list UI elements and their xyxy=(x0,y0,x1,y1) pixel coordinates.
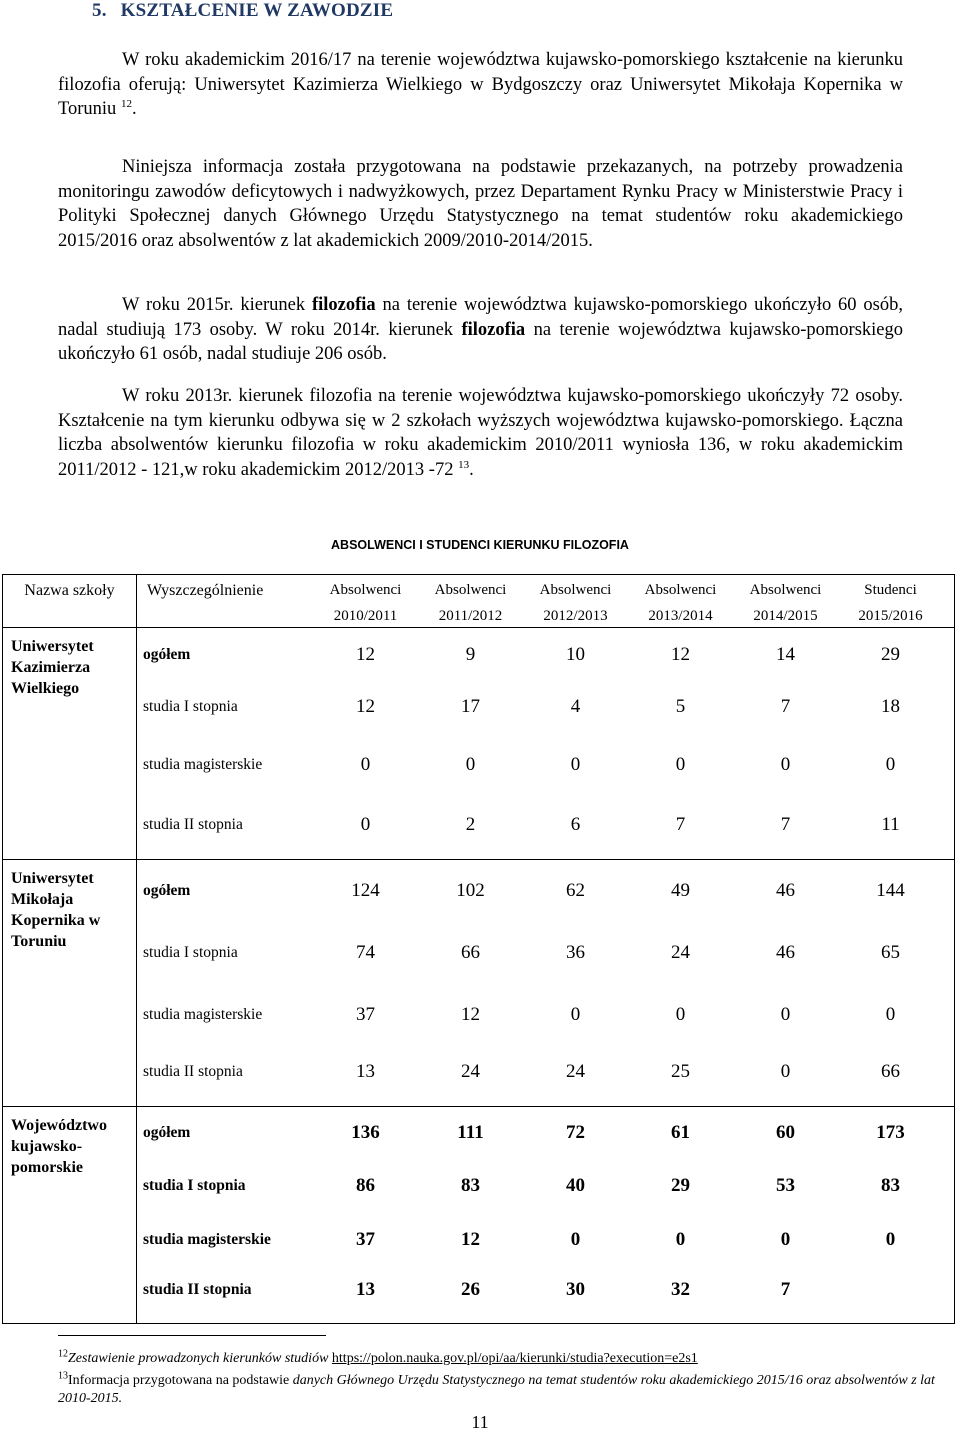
footnote-13-text-a: Informacja przygotowana na podstawie xyxy=(68,1373,293,1388)
page-number: 11 xyxy=(471,1412,489,1432)
footnote-ref-13[interactable]: 13 xyxy=(458,458,470,471)
stats-text-a: W roku 2015r. kierunek xyxy=(122,295,312,315)
school-name-region: Województwo kujawsko-pomorskie xyxy=(3,1107,137,1324)
stats-text-c: na terenie województwa kujawsko-pomorskiego ukończyło 61 osób, nadal studiuje 206 osób. xyxy=(58,319,903,364)
group-rows-region xyxy=(137,1107,955,1324)
footnote-12-text: Zestawienie prowadzonych kierunków studiów xyxy=(68,1351,332,1366)
table-row: ogółem 136 111 72 61 60 173 xyxy=(143,1122,905,1143)
stats-paragraph-2013 xyxy=(58,384,903,482)
source-paragraph xyxy=(58,155,903,253)
footnote-ref-12[interactable]: 12 xyxy=(120,97,132,110)
header-columns xyxy=(137,575,955,628)
footnote-separator xyxy=(58,1335,326,1336)
stats-bold-1: filozofia xyxy=(311,295,376,315)
stats-bold-2: filozofia xyxy=(461,319,526,340)
header-col-3: Absolwenci 2012/2013 xyxy=(539,582,612,624)
stats-text-b: na terenie województwa kujawsko-pomorskiego ukończyło 60 osób, nadal studiują 173 osoby. W roku 2014r. kierunek xyxy=(58,295,903,340)
header-col-2: Absolwenci 2011/2012 xyxy=(434,582,507,624)
table-row: studia magisterskie 37 12 0 0 0 0 xyxy=(143,1229,896,1250)
footnote-13 xyxy=(58,1372,938,1408)
intro-end: . xyxy=(131,99,137,119)
table-group-umk xyxy=(3,860,955,1107)
school-name-ukw: Uniwersytet Kazimierza Wielkiego xyxy=(3,628,137,860)
header-col-1: Absolwenci 2010/2011 xyxy=(329,582,402,624)
footnote-12-number: 12 xyxy=(58,1348,68,1360)
stats-2013-text: W roku 2013r. kierunek filozofia na terenie województwa kujawsko-pomorskiego ukończyły 72 osoby. Kształcenie na tym kierunku odbywa się w 2 szkołach wyższych województwa kujawsko-pomorskiego. Łączna liczba absolwentów kierunku filozofia w roku akademickim 2010/2011 wyniosła 136, w roku akademickim 2011/2012 - 121,w roku akademickim 2012/2013 -72 xyxy=(58,386,903,480)
footnote-13-text-b: danych Głównego Urzędu Statystycznego na temat studentów roku akademickiego 2015/16 oraz absolwentów z lat 2010-2015. xyxy=(58,1373,935,1406)
header-col-4: Absolwenci 2013/2014 xyxy=(644,582,717,624)
intro-text: W roku akademickim 2016/17 na terenie województwa kujawsko-pomorskiego kształcenie na kierunku filozofia oferują: Uniwersytet Kazimierza Wielkiego w Bydgoszczy oraz Uniwersytet Mikołaja Kopernika w Toruniu xyxy=(58,50,903,119)
footnote-12-link[interactable]: https://polon.nauka.gov.pl/opi/aa/kierunki/studia?execution=e2s1 xyxy=(331,1351,698,1366)
table-row: ogółem 12 9 10 12 14 29 xyxy=(143,644,900,665)
table-caption: ABSOLWENCI I STUDENCI KIERUNKU FILOZOFIA xyxy=(331,538,629,552)
section-number: 5. xyxy=(92,0,107,21)
section-heading xyxy=(92,0,393,22)
footnote-12 xyxy=(58,1350,938,1368)
header-col-5: Absolwenci 2014/2015 xyxy=(749,582,822,624)
graduates-table xyxy=(2,574,955,1324)
table-row: studia I stopnia 86 83 40 29 53 83 xyxy=(143,1175,900,1196)
table-row: studia magisterskie 0 0 0 0 0 0 xyxy=(143,754,896,775)
source-text: Niniejsza informacja została przygotowana na podstawie przekazanych, na potrzeby prowadzenia monitoringu zawodów deficytowych i nadwyżkowych, przez Departament Rynku Pracy w Ministerstwie Pracy i Polityki Społecznej danych Głównego Urzędu Statystycznego na temat studentów roku akademickiego 2015/2016 oraz absolwentów z lat akademickich 2009/2010-2014/2015. xyxy=(58,157,903,251)
table-row: ogółem 124 102 62 49 46 144 xyxy=(143,880,905,901)
table-row: studia I stopnia 74 66 36 24 46 65 xyxy=(143,942,900,963)
header-detail: Wyszczególnienie xyxy=(147,582,264,599)
table-row: studia II stopnia 13 26 30 32 7 xyxy=(143,1279,791,1300)
table-group-ukw xyxy=(3,628,955,860)
table-group-region xyxy=(3,1107,955,1324)
footnote-13-number: 13 xyxy=(58,1370,68,1382)
group-rows-umk xyxy=(137,860,955,1107)
stats-2013-end: . xyxy=(469,459,474,480)
header-col-6: Studenci 2015/2016 xyxy=(858,582,923,624)
table-row: studia I stopnia 12 17 4 5 7 18 xyxy=(143,696,900,717)
stats-paragraph-2015 xyxy=(58,293,903,367)
table-row: studia II stopnia 13 24 24 25 0 66 xyxy=(143,1061,900,1082)
header-school: Nazwa szkoły xyxy=(3,575,137,628)
intro-paragraph xyxy=(58,48,903,122)
table-header-row xyxy=(3,575,955,628)
table-row: studia magisterskie 37 12 0 0 0 0 xyxy=(143,1004,896,1025)
group-rows-ukw xyxy=(137,628,955,860)
table-row: studia II stopnia 0 2 6 7 7 11 xyxy=(143,813,900,835)
section-title: KSZTAŁCENIE W ZAWODZIE xyxy=(120,0,394,21)
school-name-umk: Uniwersytet Mikołaja Kopernika w Toruniu xyxy=(3,860,137,1107)
